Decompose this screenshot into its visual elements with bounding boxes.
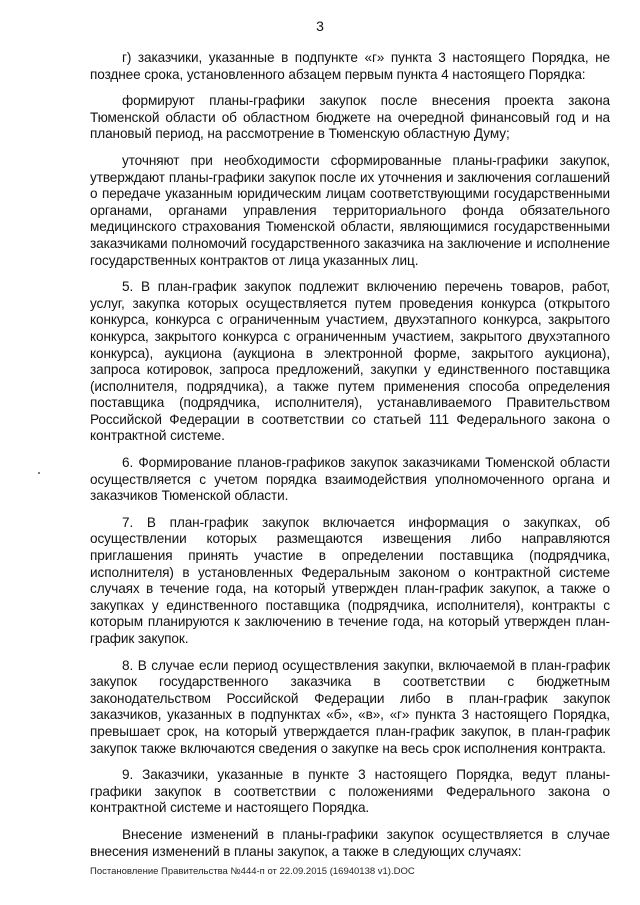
paragraph-item-7: 7. В план-график закупок включается информация о закупках, об осуществлении которых размещаются извещения либо направляются приглашения принять участие в определении поставщика (подрядчика, исполнителя) в установленных Федеральным законом о контрактной системе случаях в течение года, на который утвержден план-график закупок, а также о закупках у единственного поставщика (подрядчика, исполнителя), контракты с которым планируются к заключению в течение года, на который утвержден план-график закупок. (90, 514, 610, 646)
paragraph-item-6: 6. Формирование планов-графиков закупок заказчиками Тюменской области осуществляется с учетом порядка взаимодействия уполномоченного органа и заказчиков Тюменской области. (90, 455, 610, 504)
paragraph-changes: Внесение изменений в планы-графики закупок осуществляется в случае внесения изменений в планы закупок, а также в следующих случаях: (90, 826, 610, 859)
paragraph-item-5: 5. В план-график закупок подлежит включению перечень товаров, работ, услуг, закупка которых осуществляется путем проведения конкурса (открытого конкурса, конкурса с ограниченным участием, двухэтапного конкурса, закрытого конкурса, закрытого конкурса с ограниченным участием, закрытого двухэтапного конкурса), аукциона (аукциона в электронной форме, закрытого аукциона), запроса котировок, запроса предложений, закупки у единственного поставщика (исполнителя, подрядчика), а также путем применения способа определения поставщика (подрядчика, исполнителя), устанавливаемого Правительством Российской Федерации в соответствии со статьей 111 Федерального закона о контрактной системе. (90, 279, 610, 444)
paragraph-item-8: 8. В случае если период осуществления закупки, включаемой в план-график закупок государственного заказчика в соответствии с бюджетным законодательством Российской Федерации либо в план-график закупок заказчиков, указанных в подпунктах «б», «в», «г» пункта 3 настоящего Порядка, превышает срок, на который утверждается план-график закупок, в план-график закупок также включаются сведения о закупке на весь срок исполнения контракта. (90, 657, 610, 756)
scan-speck (38, 472, 40, 474)
page-number: 3 (316, 18, 324, 34)
paragraph-subclause-g: г) заказчики, указанные в подпункте «г» пункта 3 настоящего Порядка, не позднее срока, установленного абзацем первым пункта 4 настоящего Порядка: (90, 50, 610, 82)
paragraph-item-9: 9. Заказчики, указанные в пункте 3 настоящего Порядка, ведут планы-графики закупок в соответствии с положениями Федерального закона о контрактной системе и настоящего Порядка. (90, 767, 610, 816)
paragraph-refine-plans: уточняют при необходимости сформированные планы-графики закупок, утверждают планы-графики закупок после их уточнения и заключения соглашений о передаче указанным юридическим лицам соответствующими государственными органами, органами управления территориального фонда обязательного медицинского страхования Тюменской области, являющимися государственными заказчиками полномочий государственного заказчика на заключение и исполнение государственных контрактов от лица указанных лиц. (90, 152, 610, 268)
document-footer: Постановление Правительства №444-п от 22.09.2015 (16940138 v1).DOC (90, 866, 415, 877)
paragraph-form-plans: формируют планы-графики закупок после внесения проекта закона Тюменской области об областном бюджете на очередной финансовый год и на плановый период, на рассмотрение в Тюменскую областную Думу; (90, 93, 610, 142)
document-body (90, 50, 610, 870)
